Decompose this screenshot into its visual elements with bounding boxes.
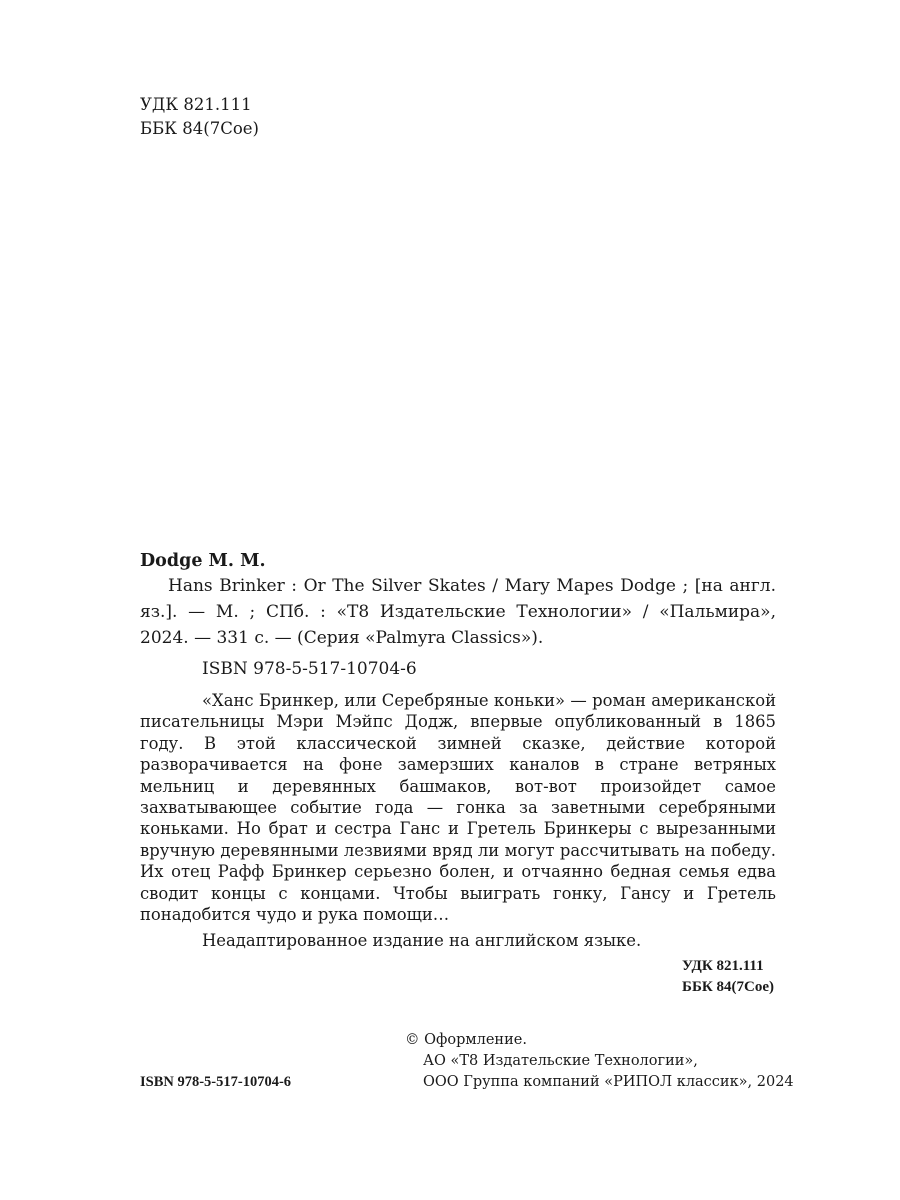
top-classification-codes <box>140 93 259 141</box>
bibliographic-description: Hans Brinker : Or The Silver Skates / Mary Mapes Dodge ; [на англ. яз.]. — М. ; СПб. : «Т8 Издательские Технологии» / «Пальмира», 2024. — 331 с. — (Серия «Palmyra Classics»). <box>140 576 776 648</box>
card-isbn: ISBN 978-5-517-10704-6 <box>202 659 417 679</box>
copyright-line-2: АО «Т8 Издательские Технологии», <box>423 1053 698 1069</box>
author-heading: Dodge M. M. <box>140 551 266 571</box>
top-udk-code: УДК 821.111 <box>140 95 252 114</box>
bottom-bbk-code: ББК 84(7Сое) <box>682 979 774 995</box>
top-bbk-code: ББК 84(7Сое) <box>140 119 259 138</box>
bottom-isbn: ISBN 978-5-517-10704-6 <box>140 1074 292 1090</box>
catalog-card <box>140 549 776 952</box>
copyright-line-3: ООО Группа компаний «РИПОЛ классик», 2024 <box>423 1074 794 1090</box>
copyright-block <box>405 1030 794 1093</box>
copyright-line-1: © Оформление. <box>405 1032 527 1048</box>
annotation-paragraph: «Ханс Бринкер, или Серебряные коньки» — роман американской писательницы Мэри Мэйпс Додж, впервые опубликованный в 1865 году. В этой классической зимней сказке, действие которой разворачивается на фоне замерзших каналов в стране ветряных мельниц и деревянных башмаков, вот-вот произойдет самое захватывающее событие года — гонка за заветными серебряными коньками. Но брат и сестра Ганс и Гретель Бринкеры с вырезанными вручную деревянными лезвиями вряд ли могут рассчитывать на победу. Их отец Рафф Бринкер серьезно болен, и отчаянно бедная семья едва сводит концы с концами. Чтобы выиграть гонку, Гансу и Гретель понадобится чудо и рука помощи… <box>140 691 776 925</box>
edition-note: Неадаптированное издание на английском языке. <box>202 931 642 951</box>
bottom-classification-codes <box>682 956 774 998</box>
bottom-udk-code: УДК 821.111 <box>682 958 764 974</box>
